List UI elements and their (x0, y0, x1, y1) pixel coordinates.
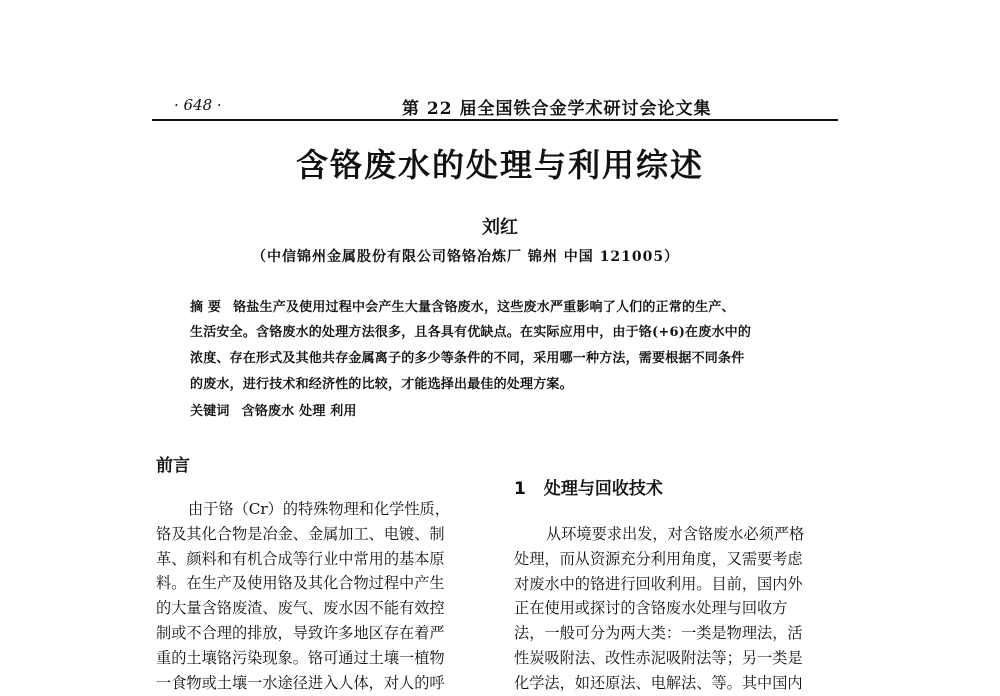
text-line: 性炭吸附法、改性赤泥吸附法等；另一类是 (514, 648, 803, 667)
author-affiliation: （中信锦州金属股份有限公司铬铬冶炼厂 锦州 中国 121005） (252, 249, 680, 265)
section1-paragraph (514, 522, 841, 696)
text-line: 制或不合理的排放，导致许多地区存在着严 (156, 623, 445, 642)
text-line: 正在使用或探讨的含铬废水处理与回收方 (514, 599, 788, 618)
abstract-line: 摘 要 铬盐生产及使用过程中会产生大量含铬废水，这些废水严重影响了人们的正常的生产、 (190, 300, 735, 315)
abstract-line: 浓度、存在形式及其他共存金属离子的多少等条件的不同，采用哪一种方法，需要根据不同条件 (190, 351, 745, 366)
text-line: 由于铬（Cr）的特殊物理和化学性质， (188, 500, 450, 518)
text-line: 的大量含铬废渣、废气、废水因不能有效控 (156, 599, 445, 618)
text-line: 料。在生产及使用铬及其化合物过程中产生 (156, 574, 445, 593)
text-line: 一食物或土壤一水途径进入人体，对人的呼 (156, 673, 445, 692)
text-line: 革、颜料和有机合成等行业中常用的基本原 (156, 549, 445, 568)
abstract-line: 生活安全。含铬废水的处理方法很多，且各具有优缺点。在实际应用中，由于铬(+6)在废水中的 (190, 325, 752, 340)
header-rule (152, 119, 838, 121)
text-line: 对废水中的铬进行回收利用。目前，国内外 (514, 574, 803, 593)
section-number: 1 (514, 479, 526, 499)
journal-title: 第 22 届全国铁合金学术研讨会论文集 (402, 99, 712, 119)
intro-paragraph (156, 497, 483, 695)
abstract-line: 的废水，进行技术和经济性的比较，才能选择出最佳的处理方案。 (190, 377, 573, 392)
section-heading-1 (514, 474, 663, 499)
abstract-label: 摘 要 (190, 300, 222, 315)
text-line: 化学法，如还原法、电解法、等。其中国内 (514, 673, 803, 692)
section-heading-intro: 前言 (156, 456, 190, 476)
text-line: 重的土壤铬污染现象。铬可通过土壤一植物 (156, 648, 445, 667)
article-title: 含铬废水的处理与利用综述 (295, 146, 704, 184)
running-head (152, 88, 838, 124)
text-line: 处理，而从资源充分利用角度，又需要考虑 (514, 549, 803, 568)
section-title: 处理与回收技术 (543, 479, 663, 499)
keywords: 含铬废水 处理 利用 (241, 404, 357, 419)
text-line: 铬及其化合物是冶金、金属加工、电镀、制 (156, 524, 445, 543)
keywords-label: 关键词 (190, 404, 230, 419)
text-line: 法，一般可分为两大类：一类是物理法，活 (514, 624, 803, 643)
text-line: 从环境要求出发，对含铬废水必须严格 (546, 525, 805, 543)
keywords-line (190, 400, 357, 419)
author-name: 刘红 (482, 217, 518, 238)
page-number: · 648 · (174, 96, 222, 114)
